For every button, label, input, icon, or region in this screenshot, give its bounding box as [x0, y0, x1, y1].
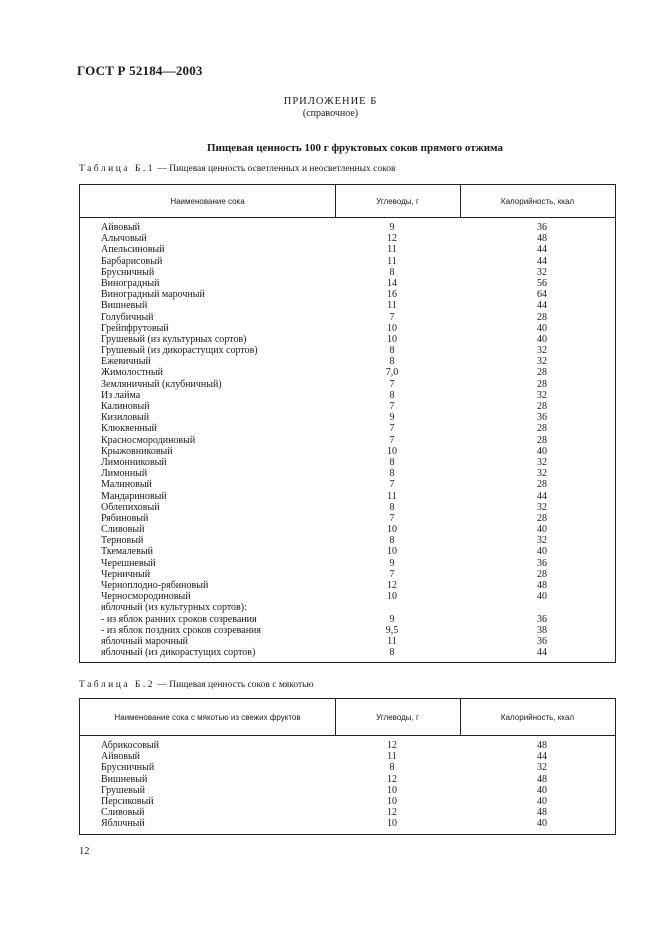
cell-carbs: 11	[387, 255, 397, 267]
cell-juice-name: Грушевый	[101, 784, 145, 796]
cell-juice-name: Черноплодно-рябиновый	[101, 580, 209, 591]
table-row	[80, 222, 615, 233]
table-row	[80, 479, 615, 490]
cell-carbs: 12	[387, 773, 397, 785]
cell-juice-name: Красносмородиновый	[101, 434, 196, 446]
table2-caption-text: — Пищевая ценность соков с мякотью	[154, 680, 314, 690]
cell-calories: 64	[537, 289, 547, 301]
cell-carbs: 8	[389, 456, 395, 468]
cell-calories: 36	[537, 222, 547, 233]
table-row	[80, 807, 615, 818]
cell-calories: 32	[537, 468, 547, 480]
cell-carbs: 7	[389, 568, 395, 580]
table-row	[80, 614, 615, 625]
cell-juice-name: яблочный (из культурных сортов):	[101, 602, 247, 614]
cell-calories: 28	[537, 423, 547, 435]
cell-calories: 32	[537, 389, 547, 401]
cell-juice-name: Виноградный	[101, 277, 160, 289]
table1	[79, 184, 616, 663]
table-row	[80, 774, 615, 785]
cell-calories: 38	[537, 624, 547, 636]
cell-calories: 44	[537, 751, 547, 763]
cell-carbs: 10	[387, 795, 397, 807]
table-row	[80, 546, 615, 557]
table-row	[80, 390, 615, 401]
table-row	[80, 535, 615, 546]
table-row	[80, 502, 615, 513]
appendix-title: ПРИЛОЖЕНИЕ Б	[283, 96, 378, 107]
table-row	[80, 367, 615, 378]
cell-carbs: 7	[389, 423, 395, 435]
table-row	[80, 457, 615, 468]
cell-juice-name: Барбарисовый	[101, 255, 163, 267]
table-row	[80, 513, 615, 524]
cell-carbs: 10	[387, 546, 397, 558]
cell-carbs: 12	[387, 807, 397, 819]
cell-carbs: 9	[389, 222, 395, 233]
table-row	[80, 435, 615, 446]
cell-carbs: 9	[389, 412, 395, 424]
cell-carbs: 7,0	[385, 367, 399, 379]
table2-header-divider	[335, 699, 336, 735]
cell-calories: 32	[537, 535, 547, 547]
cell-calories: 32	[537, 762, 547, 774]
cell-calories: 44	[537, 647, 547, 659]
cell-carbs: 11	[387, 751, 397, 763]
cell-calories: 44	[537, 255, 547, 267]
cell-juice-name: Рябиновый	[101, 512, 149, 524]
cell-juice-name: Яблочный	[101, 818, 145, 830]
cell-calories: 28	[537, 378, 547, 390]
cell-carbs: 7	[389, 512, 395, 524]
cell-calories: 48	[537, 773, 547, 785]
table1-header-divider	[460, 185, 461, 217]
table2-header	[80, 699, 615, 736]
cell-carbs: 14	[387, 277, 397, 289]
table-row	[80, 762, 615, 773]
table1-body	[80, 218, 615, 662]
cell-carbs: 10	[387, 591, 397, 603]
table-row	[80, 334, 615, 345]
cell-carbs: 16	[387, 289, 397, 301]
cell-calories: 28	[537, 401, 547, 412]
cell-carbs: 8	[389, 389, 395, 401]
appendix-note: (справочное)	[302, 108, 359, 119]
cell-carbs: 7	[389, 311, 395, 323]
cell-calories: 28	[537, 367, 547, 379]
cell-carbs: 11	[387, 244, 397, 256]
cell-carbs: 8	[389, 356, 395, 368]
cell-calories: 44	[537, 490, 547, 502]
cell-carbs: 8	[389, 345, 395, 357]
cell-carbs: 12	[387, 233, 397, 245]
cell-calories: 28	[537, 434, 547, 446]
table-row	[80, 278, 615, 289]
cell-calories: 36	[537, 635, 547, 647]
table-row	[80, 267, 615, 278]
table2-body	[80, 736, 615, 834]
cell-carbs: 8	[389, 647, 395, 659]
cell-calories: 28	[537, 568, 547, 580]
cell-juice-name: Грушевый (из дикорастущих сортов)	[101, 345, 258, 357]
cell-juice-name: Черничный	[101, 568, 151, 580]
cell-calories: 28	[537, 311, 547, 323]
cell-juice-name: Крыжовниковый	[101, 445, 173, 457]
cell-carbs: 9	[389, 613, 395, 625]
cell-juice-name: Черешневый	[101, 557, 156, 569]
cell-juice-name: Алычовый	[101, 233, 147, 245]
cell-juice-name: Терновый	[101, 535, 144, 547]
cell-calories: 40	[537, 524, 547, 536]
cell-calories: 28	[537, 479, 547, 491]
cell-carbs: 8	[389, 266, 395, 278]
table-row	[80, 602, 615, 613]
cell-juice-name: Персиковый	[101, 795, 154, 807]
cell-calories: 40	[537, 333, 547, 345]
cell-juice-name: Облепиховый	[101, 501, 160, 513]
table1-header-kcal: Калорийность, ккал	[500, 196, 575, 206]
table-row	[80, 401, 615, 412]
table2-header-kcal: Калорийность, ккал	[500, 712, 575, 722]
cell-calories: 32	[537, 356, 547, 368]
table-row	[80, 785, 615, 796]
cell-juice-name: яблочный (из дикорастущих сортов)	[101, 647, 256, 659]
table-row	[80, 233, 615, 244]
cell-carbs: 11	[387, 635, 397, 647]
cell-juice-name: Малиновый	[101, 479, 152, 491]
cell-carbs: 10	[387, 784, 397, 796]
cell-juice-name: Апельсиновый	[101, 244, 165, 256]
table-row	[80, 751, 615, 762]
page-number: 12	[79, 846, 90, 857]
table-row	[80, 491, 615, 502]
cell-carbs: 8	[389, 762, 395, 774]
cell-calories: 40	[537, 322, 547, 334]
cell-carbs: 7	[389, 401, 395, 412]
table-row	[80, 818, 615, 829]
cell-carbs: 8	[389, 535, 395, 547]
cell-juice-name: - из яблок ранних сроков созревания	[101, 613, 257, 625]
document-code: ГОСТ Р 52184—2003	[77, 63, 203, 78]
table-row	[80, 345, 615, 356]
cell-juice-name: Вишневый	[101, 300, 148, 312]
table-row	[80, 300, 615, 311]
cell-carbs: 8	[389, 468, 395, 480]
page-title: Пищевая ценность 100 г фруктовых соков прямого отжима	[207, 142, 503, 154]
table-row	[80, 740, 615, 751]
cell-juice-name: Кизиловый	[101, 412, 150, 424]
cell-carbs: 11	[387, 490, 397, 502]
cell-carbs: 9,5	[385, 624, 399, 636]
cell-calories: 56	[537, 277, 547, 289]
cell-juice-name: Вишневый	[101, 773, 148, 785]
cell-calories: 40	[537, 591, 547, 603]
cell-calories: 44	[537, 300, 547, 312]
cell-carbs: 9	[389, 557, 395, 569]
cell-juice-name: Клюквенный	[101, 423, 157, 435]
table-row	[80, 524, 615, 535]
cell-calories: 36	[537, 412, 547, 424]
table1-caption	[79, 164, 395, 174]
table-row	[80, 256, 615, 267]
cell-calories: 40	[537, 818, 547, 830]
cell-juice-name: Ежевичный	[101, 356, 151, 368]
cell-carbs: 8	[389, 501, 395, 513]
cell-juice-name: Лимонный	[101, 468, 148, 480]
cell-juice-name: Виноградный марочный	[101, 289, 205, 301]
cell-juice-name: Брусничный	[101, 266, 155, 278]
cell-calories: 32	[537, 456, 547, 468]
cell-juice-name: Ткемалевый	[101, 546, 153, 558]
cell-calories: 40	[537, 546, 547, 558]
table-row	[80, 569, 615, 580]
table1-caption-text: — Пищевая ценность осветленных и неосветленных соков	[154, 164, 396, 174]
cell-carbs: 12	[387, 740, 397, 751]
table2	[79, 698, 616, 835]
table-row	[80, 323, 615, 334]
cell-carbs: 11	[387, 300, 397, 312]
cell-juice-name: Земляничный (клубничный)	[101, 378, 222, 390]
cell-juice-name: Черносмородиновый	[101, 591, 191, 603]
cell-calories: 48	[537, 807, 547, 819]
table2-header-name: Наименование сока с мякотью из свежих фруктов	[114, 712, 301, 722]
cell-juice-name: Брусничный	[101, 762, 155, 774]
table-row	[80, 423, 615, 434]
cell-calories: 40	[537, 795, 547, 807]
cell-calories: 40	[537, 445, 547, 457]
cell-calories: 32	[537, 266, 547, 278]
table2-header-carbs: Углеводы, г	[376, 712, 419, 722]
table-row	[80, 647, 615, 658]
table-row	[80, 356, 615, 367]
table-row	[80, 289, 615, 300]
table-row	[80, 379, 615, 390]
cell-calories: 36	[537, 613, 547, 625]
cell-juice-name: Сливовый	[101, 524, 145, 536]
table-row	[80, 468, 615, 479]
cell-calories: 36	[537, 557, 547, 569]
cell-carbs: 7	[389, 479, 395, 491]
cell-carbs: 12	[387, 580, 397, 591]
table-row	[80, 636, 615, 647]
cell-calories: 32	[537, 501, 547, 513]
table1-header-name: Наименование сока	[170, 196, 245, 206]
table-row	[80, 625, 615, 636]
cell-juice-name: Мандариновый	[101, 490, 167, 502]
cell-juice-name: Абрикосовый	[101, 740, 159, 751]
cell-carbs: 10	[387, 445, 397, 457]
table-row	[80, 244, 615, 255]
cell-carbs: 10	[387, 818, 397, 830]
table1-header	[80, 185, 615, 218]
table-row	[80, 591, 615, 602]
table-row	[80, 558, 615, 569]
cell-carbs: 10	[387, 524, 397, 536]
cell-carbs: 10	[387, 322, 397, 334]
cell-juice-name: Жимолостный	[101, 367, 163, 379]
cell-calories: 48	[537, 580, 547, 591]
table1-caption-prefix: Таблица Б.1	[79, 164, 155, 174]
cell-calories: 48	[537, 233, 547, 245]
table-row	[80, 446, 615, 457]
table2-caption	[79, 680, 314, 690]
cell-carbs: 7	[389, 378, 395, 390]
cell-juice-name: Калиновый	[101, 401, 150, 412]
table-row	[80, 412, 615, 423]
table-row	[80, 796, 615, 807]
cell-juice-name: Айвовый	[101, 222, 141, 233]
cell-carbs: 7	[389, 434, 395, 446]
table-row	[80, 312, 615, 323]
cell-juice-name: яблочный марочный	[101, 635, 189, 647]
cell-calories: 40	[537, 784, 547, 796]
cell-juice-name: Сливовый	[101, 807, 145, 819]
cell-calories: 32	[537, 345, 547, 357]
cell-juice-name: Грейпфрутовый	[101, 322, 169, 334]
cell-juice-name: Айвовый	[101, 751, 141, 763]
cell-juice-name: Голубичный	[101, 311, 154, 323]
table2-caption-prefix: Таблица Б.2	[79, 680, 155, 690]
cell-juice-name: - из яблок поздних сроков созревания	[101, 624, 261, 636]
cell-calories: 28	[537, 512, 547, 524]
cell-juice-name: Лимонниковый	[101, 456, 167, 468]
cell-calories: 44	[537, 244, 547, 256]
table1-header-carbs: Углеводы, г	[376, 196, 419, 206]
table2-header-divider	[460, 699, 461, 735]
table-row	[80, 580, 615, 591]
table1-header-divider	[335, 185, 336, 217]
cell-carbs: 10	[387, 333, 397, 345]
cell-juice-name: Из лайма	[101, 389, 141, 401]
cell-juice-name: Грушевый (из культурных сортов)	[101, 333, 247, 345]
cell-calories: 48	[537, 740, 547, 751]
